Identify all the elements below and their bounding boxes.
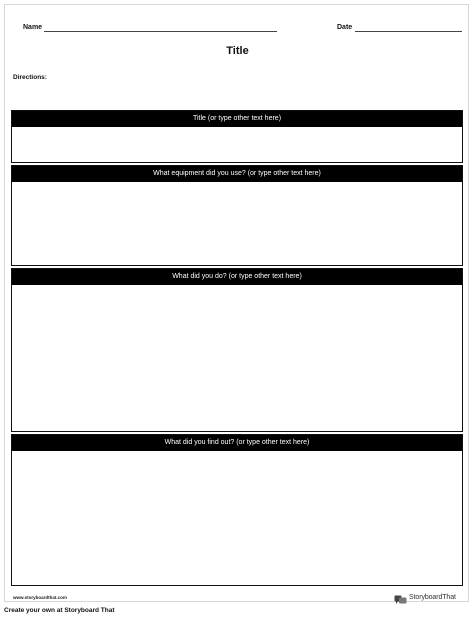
panel-title[interactable]	[11, 110, 463, 163]
panel-header: What equipment did you use? (or type other text here)	[12, 166, 462, 182]
name-line[interactable]	[44, 31, 277, 32]
worksheet-page	[4, 4, 469, 602]
panel-findings[interactable]	[11, 434, 463, 586]
footer-url[interactable]: www.storyboardthat.com	[13, 595, 67, 600]
storyboardthat-logo-icon	[394, 592, 407, 602]
date-label: Date	[337, 24, 353, 31]
panel-header: What did you find out? (or type other text here)	[12, 435, 462, 451]
panel-header: What did you do? (or type other text here)	[12, 269, 462, 285]
name-label: Name	[23, 24, 43, 31]
panel-equipment[interactable]	[11, 165, 463, 266]
panel-header: Title (or type other text here)	[12, 111, 462, 127]
panel-procedure[interactable]	[11, 268, 463, 432]
date-line[interactable]	[355, 31, 462, 32]
create-your-own-link[interactable]: Create your own at Storyboard That	[4, 607, 115, 614]
logo-text: StoryboardThat	[409, 593, 456, 601]
page-title: Title	[226, 45, 249, 57]
directions-label: Directions:	[13, 74, 47, 81]
storyboardthat-logo[interactable]	[394, 591, 456, 603]
